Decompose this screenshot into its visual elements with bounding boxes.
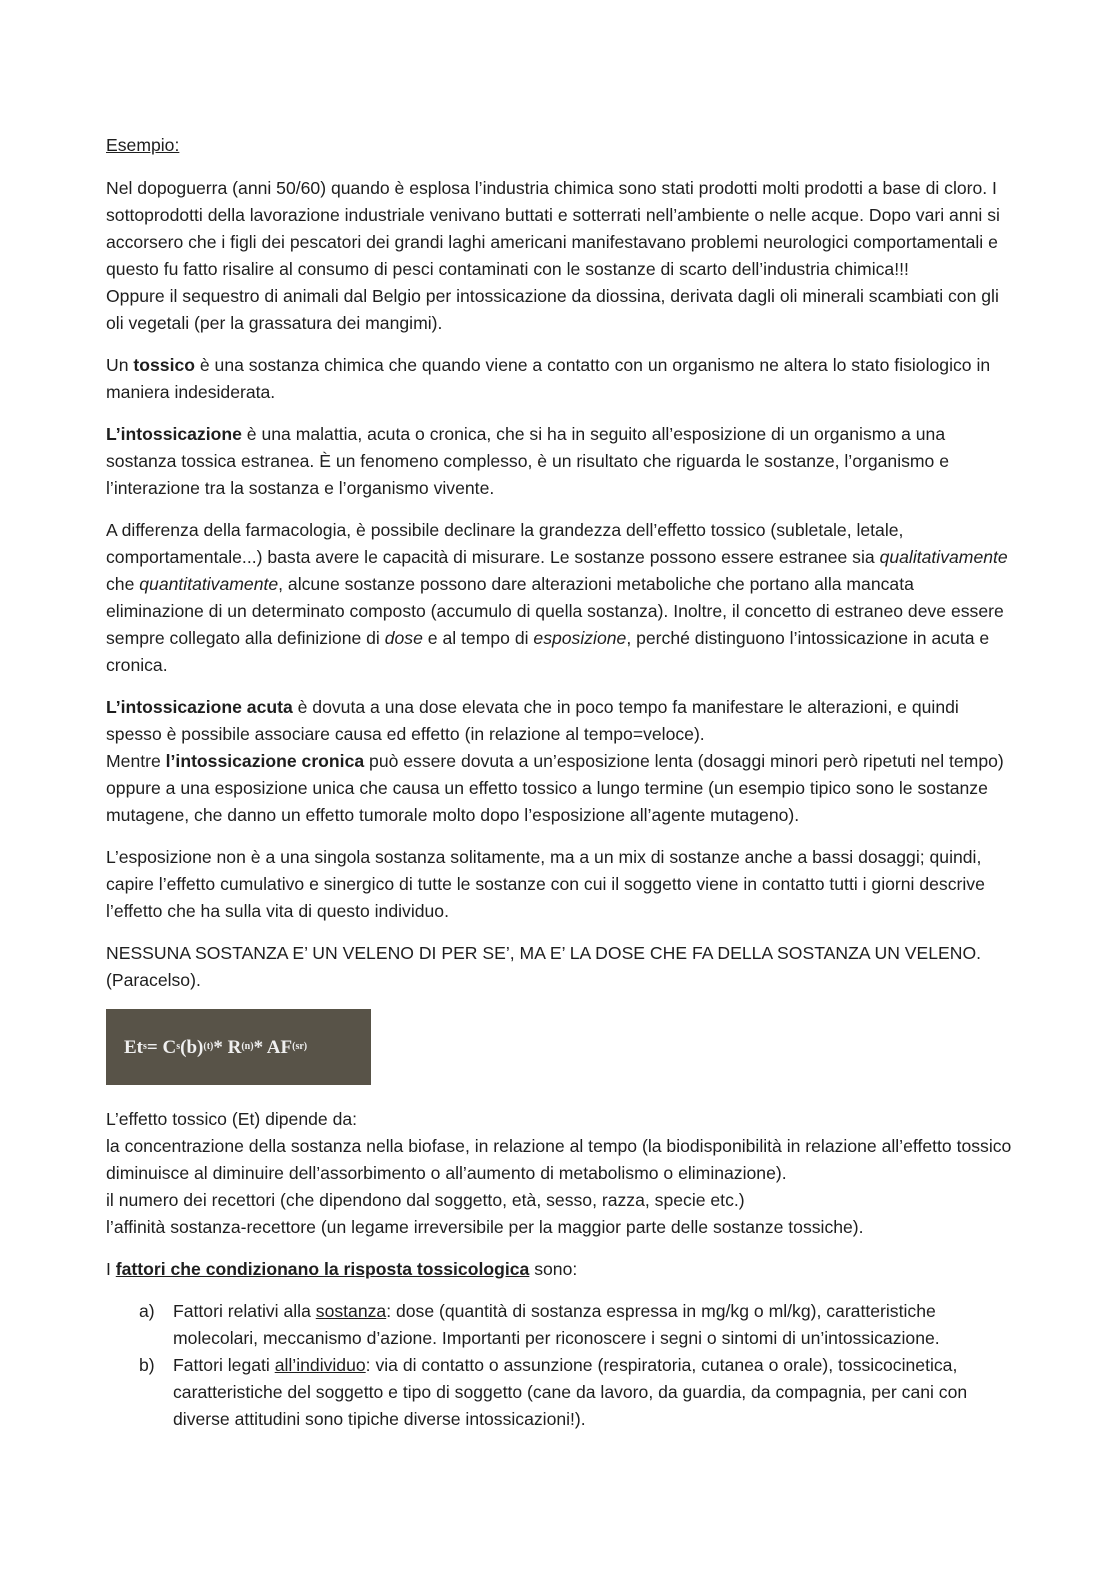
factors-list (106, 1298, 1016, 1433)
paragraph-fattori: I fattori che condizionano la risposta tossicologica sono: (106, 1259, 578, 1279)
term-intossicazione: L’intossicazione (106, 424, 242, 444)
paragraph-farmacologia: A differenza della farmacologia, è possibile declinare la grandezza dell’effetto tossico (subletale, letale, comportamentale...) basta avere le capacità di misurare. Le sostanze possono essere estranee sia qualitativamente che quantitativamente, alcune sostanze possono dare alterazioni metaboliche che portano alla mancata eliminazione di un determinato composto (accumulo di quella sostanza). Inoltre, il concetto di estraneo deve essere sempre collegato alla definizione di dose e al tempo di esposizione, perché distinguono l’intossicazione in acuta e cronica. (106, 520, 1008, 675)
list-item: a) Fattori relativi alla sostanza: dose (quantità di sostanza espressa in mg/kg o ml/kg), caratteristiche molecolari, meccanismo d’azione. Importanti per riconoscere i segni o sintomi di un’intossicazione. (106, 1298, 1016, 1352)
document-page (106, 132, 1016, 1433)
paragraph-tossico: Un tossico è una sostanza chimica che quando viene a contatto con un organismo ne altera lo stato fisiologico in maniera indesiderata. (106, 355, 991, 402)
formula-image: Et s = C s (b) (t) * R (n) * AF (sr) (106, 1009, 371, 1085)
list-item: b) Fattori legati all’individuo: via di contatto o assunzione (respiratoria, cutanea o orale), tossicocinetica, caratteristiche del soggetto e tipo di soggetto (cane da lavoro, da guardia, da compagnia, per cani con diverse attitudini sono tipiche diverse intossicazioni!). (106, 1352, 1016, 1433)
paragraph-acuta-cronica: L’intossicazione acuta è dovuta a una dose elevata che in poco tempo fa manifestare le alterazioni, e quindi spesso è possibile associare causa ed effetto (in relazione al tempo=veloce). Mentre l’intossicazione cronica può essere dovuta a un’esposizione lenta (dosaggi minori però ripetuti nel tempo) oppure a una esposizione unica che causa un effetto tossico a lungo termine (un esempio tipico sono le sostanze mutagene, che danno un effetto tumorale molto dopo l’esposizione all’agente mutageno). (106, 697, 1004, 825)
term-intossicazione-acuta: L’intossicazione acuta (106, 697, 293, 717)
paragraph-esposizione: L’esposizione non è a una singola sostanza solitamente, ma a un mix di sostanze anche a bassi dosaggi; quindi, capire l’effetto cumulativo e sinergico di tutte le sostanze con cui il soggetto viene in contatto tutti i giorni descrive l’effetto che ha sulla vita di questo individuo. (106, 847, 985, 921)
paragraph-example-belgio: Oppure il sequestro di animali dal Belgio per intossicazione da diossina, derivata dagli oli minerali scambiati con gli oli vegetali (per la grassatura dei mangimi). (106, 286, 999, 333)
term-intossicazione-cronica: l’intossicazione cronica (165, 751, 365, 771)
paragraph-example: Nel dopoguerra (anni 50/60) quando è esplosa l’industria chimica sono stati prodotti molti prodotti a base di cloro. I sottoprodotti della lavorazione industriale venivano buttati e sotterrati nell’ambiente o nelle acque. Dopo vari anni si accorsero che i figli dei pescatori dei grandi laghi americani manifestavano problemi neurologici comportamentali e questo fu fatto risalire al consumo di pesci contaminati con le sostanze di scarto dell’industria chimica!!! (106, 178, 1000, 279)
section-heading: Esempio: (106, 135, 180, 155)
term-fattori: fattori che condizionano la risposta tossicologica (115, 1259, 530, 1279)
list-marker: b) (139, 1355, 155, 1375)
paragraph-intossicazione: L’intossicazione è una malattia, acuta o cronica, che si ha in seguito all’esposizione di un organismo a una sostanza tossica estranea. È un fenomeno complesso, è un risultato che riguarda le sostanze, l’organismo e l’interazione tra la sostanza e l’organismo vivente. (106, 424, 950, 498)
paragraph-paracelso: NESSUNA SOSTANZA E’ UN VELENO DI PER SE’, MA E’ LA DOSE CHE FA DELLA SOSTANZA UN VELENO. (Paracelso). (106, 943, 982, 990)
term-tossico: tossico (133, 355, 195, 375)
list-marker: a) (139, 1301, 155, 1321)
paragraph-effetto-tossico: L’effetto tossico (Et) dipende da: la concentrazione della sostanza nella biofase, in relazione al tempo (la biodisponibilità in relazione all’effetto tossico diminuisce al diminuire dell’assorbimento o all’aumento di metabolismo o eliminazione). il numero dei recettori (che dipendono dal soggetto, età, sesso, razza, specie etc.) l’affinità sostanza-recettore (un legame irreversibile per la maggior parte delle sostanze tossiche). (106, 1109, 1012, 1237)
